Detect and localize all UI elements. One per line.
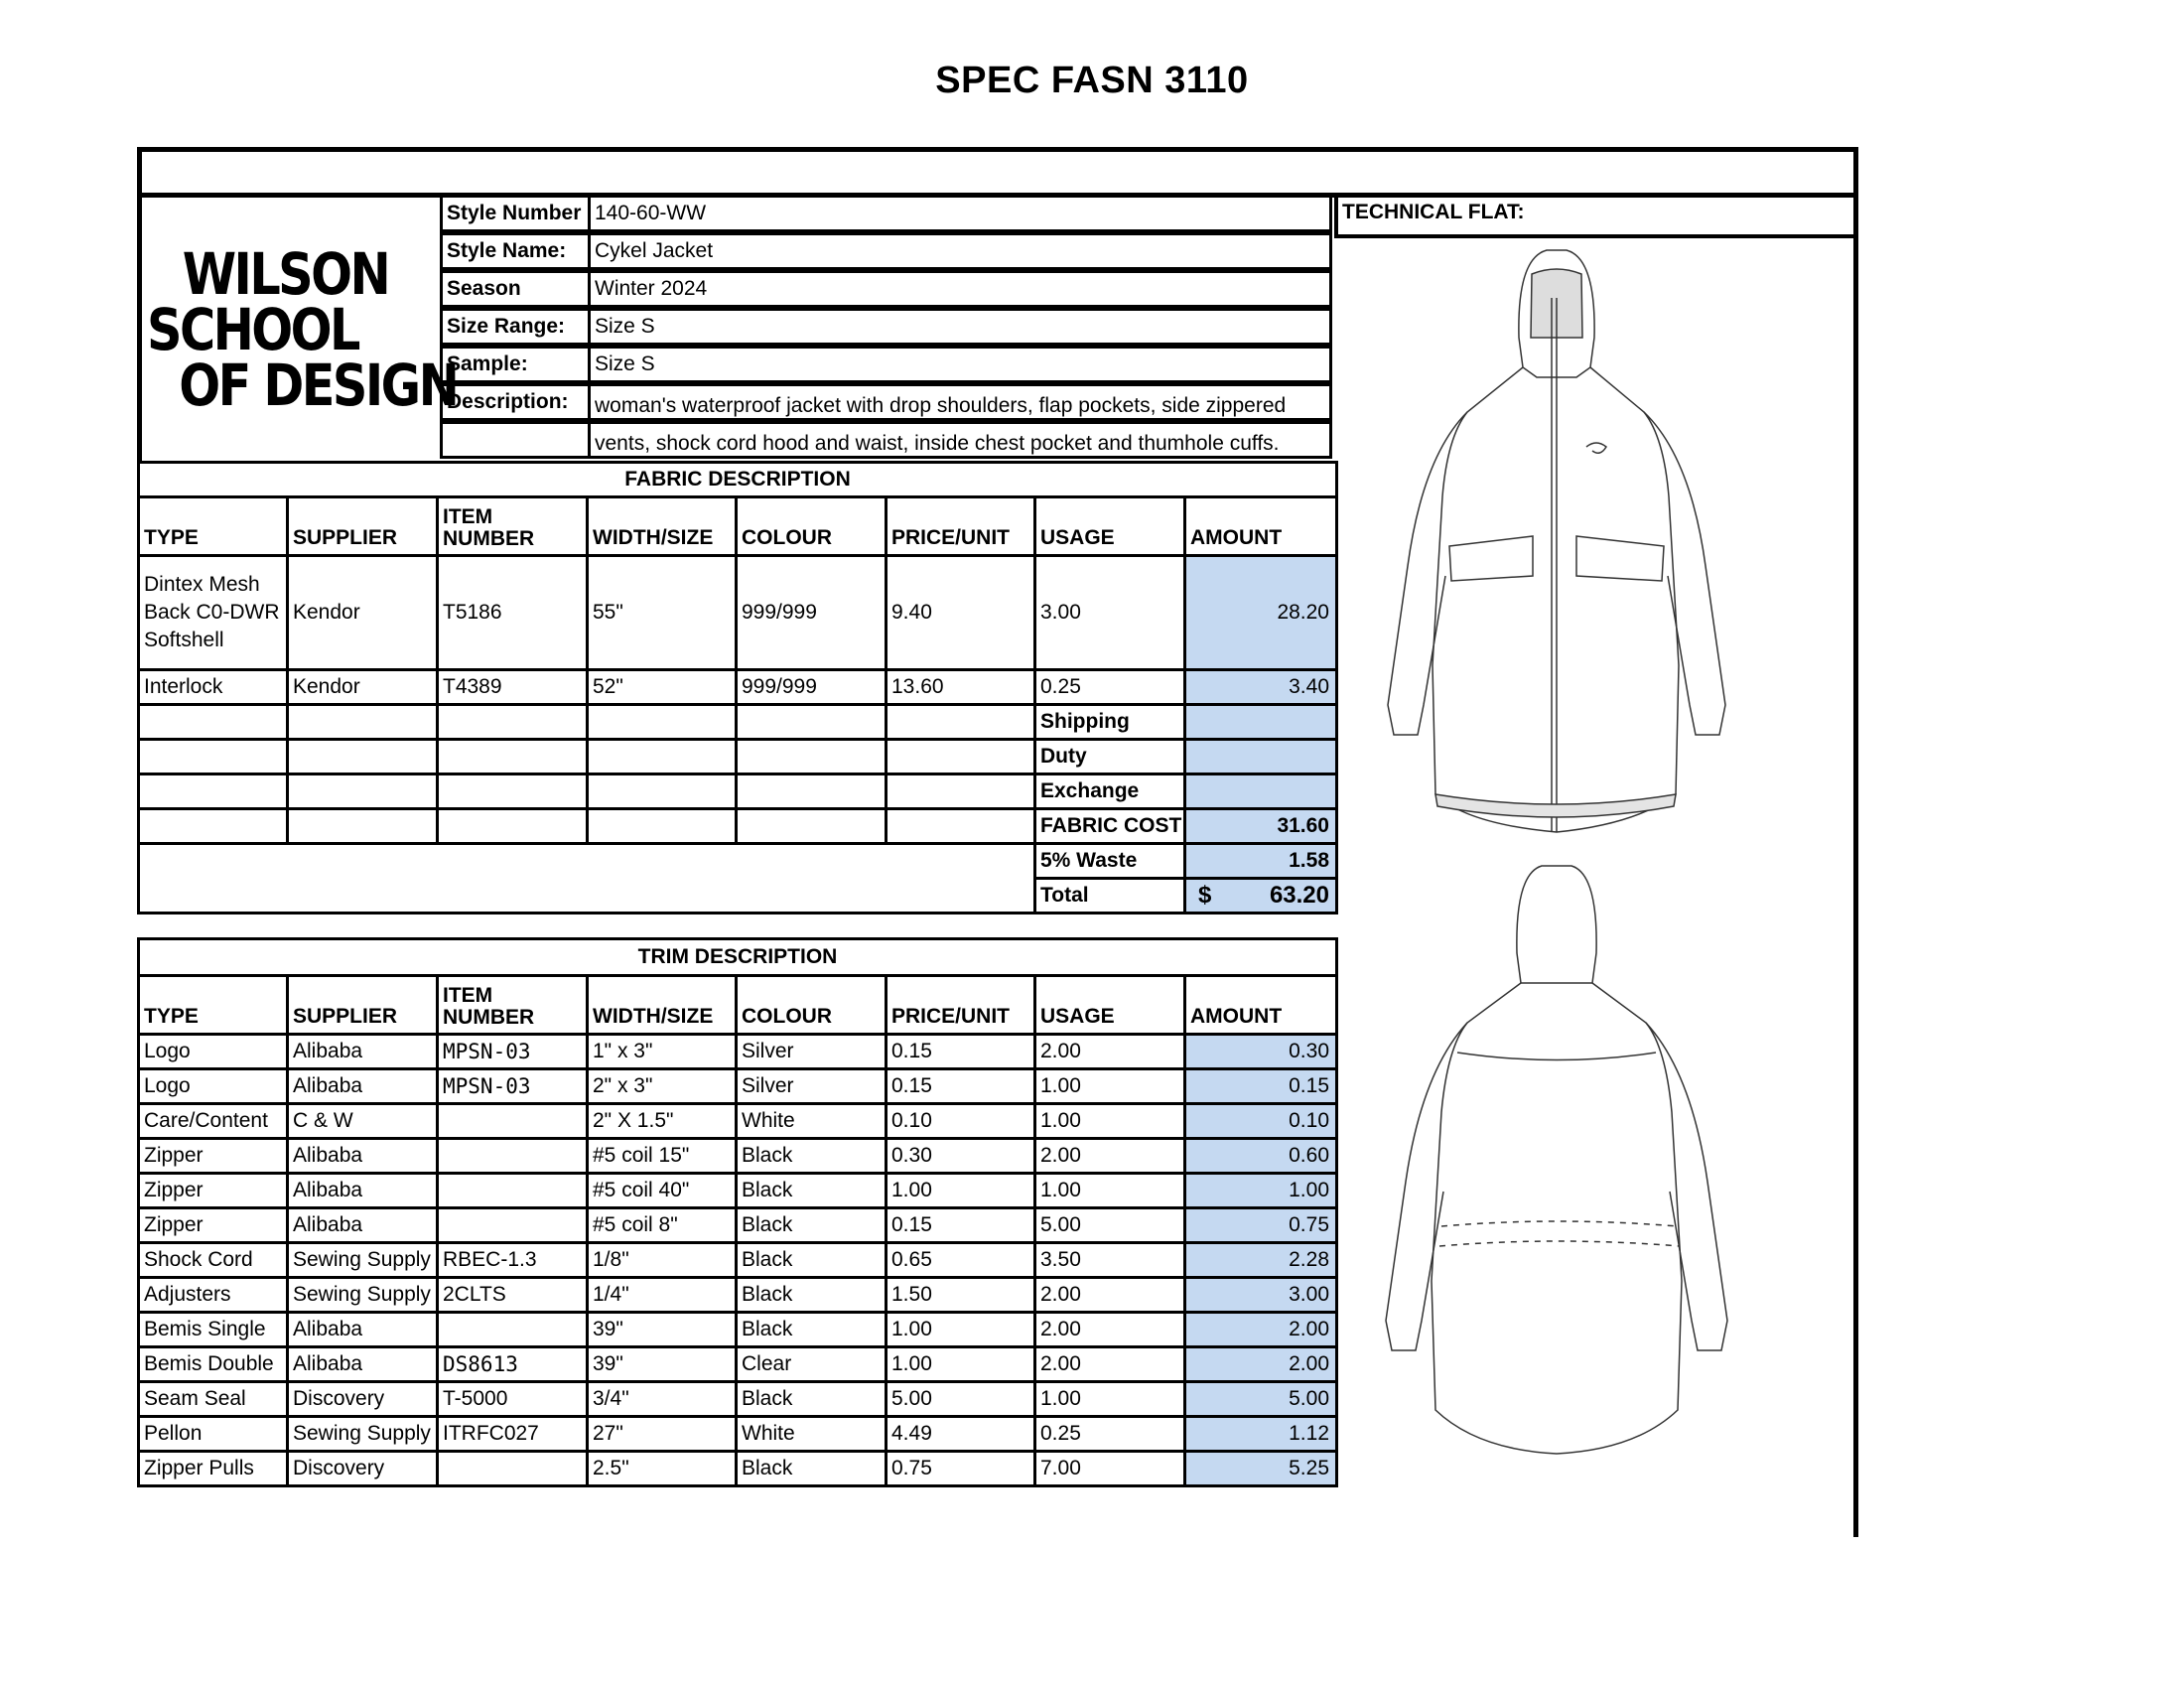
fabric-cost-row [139,809,1337,844]
trim-usage: 2.00 [1035,1139,1185,1174]
trim-amount: 0.30 [1185,1035,1337,1069]
trim-supplier: Sewing Supply [288,1278,438,1313]
col-usage: USAGE [1035,497,1185,556]
fabric-amount: 28.20 [1185,556,1337,670]
trim-type: Care/Content [139,1104,288,1139]
trim-type: Zipper [139,1208,288,1243]
spec-sheet [137,147,1858,1537]
trim-width: 2" X 1.5" [588,1104,737,1139]
fabric-supplier: Kendor [288,556,438,670]
fabric-supplier: Kendor [288,670,438,705]
exchange-label: Exchange [1035,774,1185,809]
col-width: WIDTH/SIZE [588,976,737,1035]
trim-colour: Black [737,1174,887,1208]
season-label: Season [440,270,591,308]
trim-type: Logo [139,1035,288,1069]
logo-line-3: OF DESIGN [179,352,458,419]
trim-usage: 5.00 [1035,1208,1185,1243]
col-type: TYPE [139,976,288,1035]
trim-colour: Silver [737,1069,887,1104]
trim-colour: Silver [737,1035,887,1069]
trim-type: Zipper [139,1139,288,1174]
trim-price: 4.49 [887,1417,1035,1452]
right-sleeve [1644,412,1725,735]
col-supplier: SUPPLIER [288,976,438,1035]
trim-usage: 2.00 [1035,1347,1185,1382]
trim-amount: 0.15 [1185,1069,1337,1104]
fabric-cost-label: FABRIC COST [1035,809,1185,844]
trim-usage: 7.00 [1035,1452,1185,1486]
trim-amount: 1.00 [1185,1174,1337,1208]
trim-supplier: Alibaba [288,1139,438,1174]
trim-row [139,1208,1337,1243]
col-type: TYPE [139,497,288,556]
front-body [1433,367,1679,832]
waist-cord [1441,1221,1678,1226]
trim-width: 3/4" [588,1382,737,1417]
trim-row [139,1347,1337,1382]
description-label-blank [440,421,591,459]
left-pocket-flap [1449,536,1533,581]
trim-usage: 1.00 [1035,1382,1185,1417]
total-label: Total [1035,879,1185,914]
trim-supplier: Alibaba [288,1035,438,1069]
trim-colour: Black [737,1208,887,1243]
size-range-row [440,308,1333,346]
trim-item [438,1104,588,1139]
fabric-colour: 999/999 [737,670,887,705]
trim-amount: 0.10 [1185,1104,1337,1139]
size-range-label: Size Range: [440,308,591,346]
frame-top [137,147,1858,152]
exchange-amount [1185,774,1337,809]
trim-usage: 0.25 [1035,1417,1185,1452]
trim-usage: 1.00 [1035,1069,1185,1104]
chest-logo [1586,443,1606,453]
fabric-usage: 3.00 [1035,556,1185,670]
trim-width: 1" x 3" [588,1035,737,1069]
left-sleeve [1388,412,1467,735]
trim-width: 27" [588,1417,737,1452]
trim-row [139,1313,1337,1347]
trim-supplier: Discovery [288,1452,438,1486]
season-row [440,270,1333,308]
trim-amount: 5.00 [1185,1382,1337,1417]
trim-price: 5.00 [887,1382,1035,1417]
fabric-amount: 3.40 [1185,670,1337,705]
trim-width: 1/4" [588,1278,737,1313]
description-row [440,383,1333,421]
trim-width: 2.5" [588,1452,737,1486]
school-logo [147,240,458,419]
waste-label: 5% Waste [1035,844,1185,879]
fabric-type: Interlock [139,670,288,705]
trim-row [139,1452,1337,1486]
total-amount [1185,879,1337,914]
back-yoke [1457,1053,1656,1060]
sample-value: Size S [588,346,1332,383]
trim-width: #5 coil 40" [588,1174,737,1208]
fabric-item: T5186 [438,556,588,670]
style-number-value: 140-60-WW [588,195,1332,232]
trim-amount: 2.00 [1185,1347,1337,1382]
shipping-label: Shipping [1035,705,1185,740]
trim-item: 2CLTS [438,1278,588,1313]
total-currency: $ [1198,882,1212,909]
trim-amount: 3.00 [1185,1278,1337,1313]
trim-type: Bemis Single [139,1313,288,1347]
trim-price: 0.75 [887,1452,1035,1486]
trim-item: MPSN-03 [438,1035,588,1069]
trim-row [139,1243,1337,1278]
trim-item [438,1208,588,1243]
style-name-value: Cykel Jacket [588,232,1332,270]
sample-row [440,346,1333,383]
fabric-price: 9.40 [887,556,1035,670]
style-name-label: Style Name: [440,232,591,270]
trim-price: 0.15 [887,1069,1035,1104]
trim-usage: 3.50 [1035,1243,1185,1278]
trim-rows [139,1035,1337,1486]
trim-price: 1.00 [887,1347,1035,1382]
waist-cord-lower [1439,1241,1680,1246]
trim-width: #5 coil 8" [588,1208,737,1243]
trim-row [139,1139,1337,1174]
trim-type: Adjusters [139,1278,288,1313]
trim-supplier: Alibaba [288,1347,438,1382]
fabric-heading: FABRIC DESCRIPTION [137,461,1338,498]
style-number-row [440,195,1333,232]
trim-usage: 1.00 [1035,1174,1185,1208]
logo-line-1: WILSON [182,240,389,308]
trim-row [139,1035,1337,1069]
trim-width: 39" [588,1313,737,1347]
style-name-row [440,232,1333,270]
trim-header-row [139,976,1337,1035]
trim-width: #5 coil 15" [588,1139,737,1174]
trim-type: Logo [139,1069,288,1104]
trim-row [139,1417,1337,1452]
trim-item: ITRFC027 [438,1417,588,1452]
style-number-label: Style Number [440,195,591,232]
trim-amount: 0.60 [1185,1139,1337,1174]
back-right-sleeve [1646,1023,1727,1350]
trim-amount: 1.12 [1185,1417,1337,1452]
trim-item [438,1139,588,1174]
trim-supplier: Sewing Supply [288,1417,438,1452]
fabric-width: 55" [588,556,737,670]
page-title: SPEC FASN 3110 [935,60,1249,101]
description-label: Description: [440,383,591,421]
size-range-value: Size S [588,308,1332,346]
back-left-sleeve [1386,1023,1467,1350]
trim-item: DS8613 [438,1347,588,1382]
total-value: 63.20 [1269,882,1329,909]
shipping-row [139,705,1337,740]
shipping-amount [1185,705,1337,740]
col-item-number: ITEM NUMBER [438,976,588,1035]
trim-colour: White [737,1417,887,1452]
trim-supplier: Alibaba [288,1208,438,1243]
trim-type: Shock Cord [139,1243,288,1278]
trim-row [139,1278,1337,1313]
trim-colour: Black [737,1139,887,1174]
description-row-2 [440,421,1333,459]
fabric-item: T4389 [438,670,588,705]
trim-price: 1.00 [887,1174,1035,1208]
trim-price: 0.15 [887,1035,1035,1069]
col-price: PRICE/UNIT [887,976,1035,1035]
trim-price: 0.65 [887,1243,1035,1278]
trim-row [139,1382,1337,1417]
col-usage: USAGE [1035,976,1185,1035]
fabric-cost-amount: 31.60 [1185,809,1337,844]
tech-label-left [1334,195,1338,238]
col-supplier: SUPPLIER [288,497,438,556]
trim-amount: 0.75 [1185,1208,1337,1243]
trim-amount: 5.25 [1185,1452,1337,1486]
trim-type: Pellon [139,1417,288,1452]
trim-supplier: C & W [288,1104,438,1139]
trim-row [139,1104,1337,1139]
trim-row [139,1069,1337,1104]
season-value: Winter 2024 [588,270,1332,308]
col-item-number: ITEM NUMBER [438,497,588,556]
trim-supplier: Sewing Supply [288,1243,438,1278]
back-hood [1517,866,1596,983]
fabric-price: 13.60 [887,670,1035,705]
col-colour: COLOUR [737,497,887,556]
trim-price: 0.30 [887,1139,1035,1174]
trim-price: 0.10 [887,1104,1035,1139]
waste-amount: 1.58 [1185,844,1337,879]
fabric-table [137,495,1338,914]
trim-width: 39" [588,1347,737,1382]
trim-type: Bemis Double [139,1347,288,1382]
trim-type: Zipper [139,1174,288,1208]
fabric-colour: 999/999 [737,556,887,670]
trim-usage: 1.00 [1035,1104,1185,1139]
fabric-row [139,670,1337,705]
sample-label: Sample: [440,346,591,383]
col-colour: COLOUR [737,976,887,1035]
jacket-front-flat [1388,250,1725,832]
duty-row [139,740,1337,774]
trim-colour: Clear [737,1347,887,1382]
description-line-2: vents, shock cord hood and waist, inside chest pocket and thumhole cuffs. [588,421,1332,459]
frame-left [137,147,142,465]
trim-price: 0.15 [887,1208,1035,1243]
fabric-header-row [139,497,1337,556]
trim-colour: Black [737,1452,887,1486]
col-amount: AMOUNT [1185,976,1337,1035]
jacket-back-flat [1386,866,1727,1454]
trim-item [438,1452,588,1486]
trim-width: 1/8" [588,1243,737,1278]
fabric-type: Dintex Mesh Back C0-DWR Softshell [139,556,288,670]
trim-item: RBEC-1.3 [438,1243,588,1278]
trim-supplier: Discovery [288,1382,438,1417]
trim-amount: 2.28 [1185,1243,1337,1278]
trim-supplier: Alibaba [288,1069,438,1104]
trim-amount: 2.00 [1185,1313,1337,1347]
trim-row [139,1174,1337,1208]
col-width: WIDTH/SIZE [588,497,737,556]
exchange-row [139,774,1337,809]
trim-heading: TRIM DESCRIPTION [137,937,1338,977]
description-line-1: woman's waterproof jacket with drop shoulders, flap pockets, side zippered [588,383,1332,421]
fabric-row [139,556,1337,670]
fabric-width: 52" [588,670,737,705]
technical-flat-label: TECHNICAL FLAT: [1342,201,1525,223]
logo-line-2: SCHOOL [147,296,358,363]
trim-usage: 2.00 [1035,1035,1185,1069]
trim-colour: White [737,1104,887,1139]
col-price: PRICE/UNIT [887,497,1035,556]
col-amount: AMOUNT [1185,497,1337,556]
trim-supplier: Alibaba [288,1174,438,1208]
trim-supplier: Alibaba [288,1313,438,1347]
trim-price: 1.50 [887,1278,1035,1313]
trim-item [438,1313,588,1347]
waste-row [139,844,1337,879]
trim-type: Seam Seal [139,1382,288,1417]
trim-colour: Black [737,1382,887,1417]
trim-colour: Black [737,1278,887,1313]
trim-type: Zipper Pulls [139,1452,288,1486]
trim-usage: 2.00 [1035,1313,1185,1347]
duty-label: Duty [1035,740,1185,774]
trim-colour: Black [737,1243,887,1278]
trim-table [137,974,1338,1487]
duty-amount [1185,740,1337,774]
trim-colour: Black [737,1313,887,1347]
technical-flat-drawing [1338,238,1854,1529]
trim-item: T-5000 [438,1382,588,1417]
trim-usage: 2.00 [1035,1278,1185,1313]
trim-item: MPSN-03 [438,1069,588,1104]
trim-item [438,1174,588,1208]
trim-width: 2" x 3" [588,1069,737,1104]
right-pocket-flap [1576,536,1664,581]
trim-price: 1.00 [887,1313,1035,1347]
fabric-usage: 0.25 [1035,670,1185,705]
